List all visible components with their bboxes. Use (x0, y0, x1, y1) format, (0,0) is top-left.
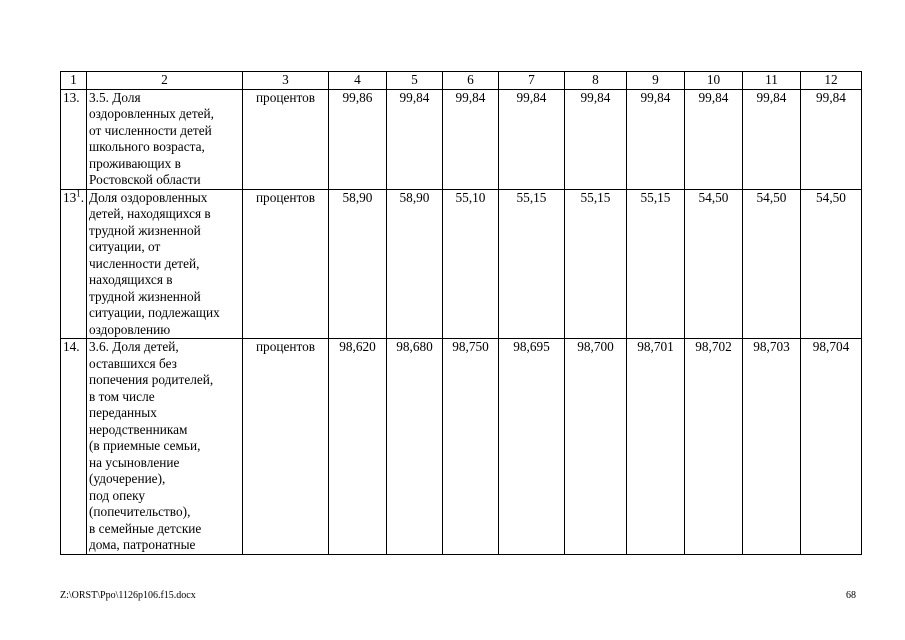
column-number-header-row (61, 72, 862, 90)
unit-cell: процентов (243, 189, 329, 339)
indicator-name-line: на усыновление (89, 454, 180, 470)
indicator-name-line: неродственникам (89, 421, 188, 437)
indicator-name-line: проживающих в (89, 155, 181, 171)
indicator-name-line: находящихся в (89, 272, 173, 287)
indicator-name-line: переданных (89, 405, 157, 420)
row-number-suffix: . (80, 189, 85, 205)
indicator-name-line: попечения родителей, (89, 372, 214, 387)
row-number: 13 (63, 189, 77, 205)
indicator-name-line: оздоровленных детей, (89, 106, 214, 121)
table-body (61, 89, 862, 554)
value-cell: 98,703 (743, 339, 801, 555)
row-number: 13. (63, 89, 80, 105)
value-cell: 58,90 (329, 189, 387, 339)
value-cell: 99,84 (801, 89, 862, 189)
indicator-name-line: (попечительство), (89, 504, 191, 519)
column-header-10: 10 (685, 72, 743, 90)
value-cell: 55,15 (499, 189, 565, 339)
table-row (61, 89, 862, 189)
table-row (61, 189, 862, 339)
indicator-name-line: численности детей, (89, 255, 200, 271)
indicator-name-line: (в приемные семьи, (89, 438, 201, 453)
indicator-name-line: дома, патронатные (89, 537, 196, 552)
value-cell: 54,50 (801, 189, 862, 339)
indicator-name-line: Доля оздоровленных (89, 189, 208, 205)
indicator-name-line: трудной жизненной (89, 222, 201, 238)
value-cell: 58,90 (387, 189, 443, 339)
value-cell: 54,50 (685, 189, 743, 339)
value-cell: 98,750 (443, 339, 499, 555)
indicator-name-line: от численности детей (89, 122, 212, 138)
indicator-name-line: (удочерение), (89, 471, 166, 486)
column-header-1: 1 (61, 72, 87, 90)
value-cell: 98,700 (565, 339, 627, 555)
indicator-name-line: 3.6. Доля детей, (89, 339, 179, 354)
row-number-cell (61, 189, 87, 339)
indicator-name-line: Ростовской области (89, 172, 201, 187)
indicator-name-line: детей, находящихся в (89, 206, 211, 221)
column-header-4: 4 (329, 72, 387, 90)
row-number-cell (61, 89, 87, 189)
value-cell: 98,702 (685, 339, 743, 555)
column-header-12: 12 (801, 72, 862, 90)
indicator-name-line: школьного возраста, (89, 139, 205, 154)
indicator-name-line: в том числе (89, 388, 155, 404)
column-header-5: 5 (387, 72, 443, 90)
value-cell: 99,84 (443, 89, 499, 189)
value-cell: 99,86 (329, 89, 387, 189)
row-number: 14. (63, 339, 80, 354)
value-cell: 98,701 (627, 339, 685, 555)
indicator-name-line: ситуации, от (89, 239, 161, 254)
value-cell: 98,695 (499, 339, 565, 555)
column-header-3: 3 (243, 72, 329, 90)
indicator-name-line: в семейные детские (89, 520, 202, 536)
value-cell: 98,680 (387, 339, 443, 555)
value-cell: 55,15 (627, 189, 685, 339)
indicator-name-line: 3.5. Доля (89, 89, 141, 105)
value-cell: 99,84 (387, 89, 443, 189)
column-header-8: 8 (565, 72, 627, 90)
column-header-6: 6 (443, 72, 499, 90)
footer-page-number: 68 (846, 590, 856, 601)
value-cell: 99,84 (499, 89, 565, 189)
column-header-11: 11 (743, 72, 801, 90)
value-cell: 98,620 (329, 339, 387, 555)
column-header-2: 2 (87, 72, 243, 90)
row-number-superscript: 1 (76, 189, 81, 199)
indicator-name-cell (87, 189, 243, 339)
indicator-name-line: под опеку (89, 487, 146, 503)
value-cell: 99,84 (565, 89, 627, 189)
row-number-cell (61, 339, 87, 555)
value-cell: 55,15 (565, 189, 627, 339)
indicator-table (60, 71, 862, 555)
value-cell: 99,84 (685, 89, 743, 189)
unit-cell: процентов (243, 89, 329, 189)
value-cell: 99,84 (743, 89, 801, 189)
column-header-9: 9 (627, 72, 685, 90)
indicator-name-line: оставшихся без (89, 355, 177, 371)
table-row (61, 339, 862, 555)
column-header-7: 7 (499, 72, 565, 90)
indicator-name-line: ситуации, подлежащих (89, 305, 220, 320)
value-cell: 98,704 (801, 339, 862, 555)
value-cell: 55,10 (443, 189, 499, 339)
value-cell: 54,50 (743, 189, 801, 339)
indicator-name-cell (87, 339, 243, 555)
indicator-name-line: трудной жизненной (89, 288, 201, 304)
indicator-name-line: оздоровлению (89, 321, 171, 337)
value-cell: 99,84 (627, 89, 685, 189)
unit-cell: процентов (243, 339, 329, 555)
indicator-name-cell (87, 89, 243, 189)
footer-file-path: Z:\ORST\Ppo\1126p106.f15.docx (60, 590, 196, 601)
